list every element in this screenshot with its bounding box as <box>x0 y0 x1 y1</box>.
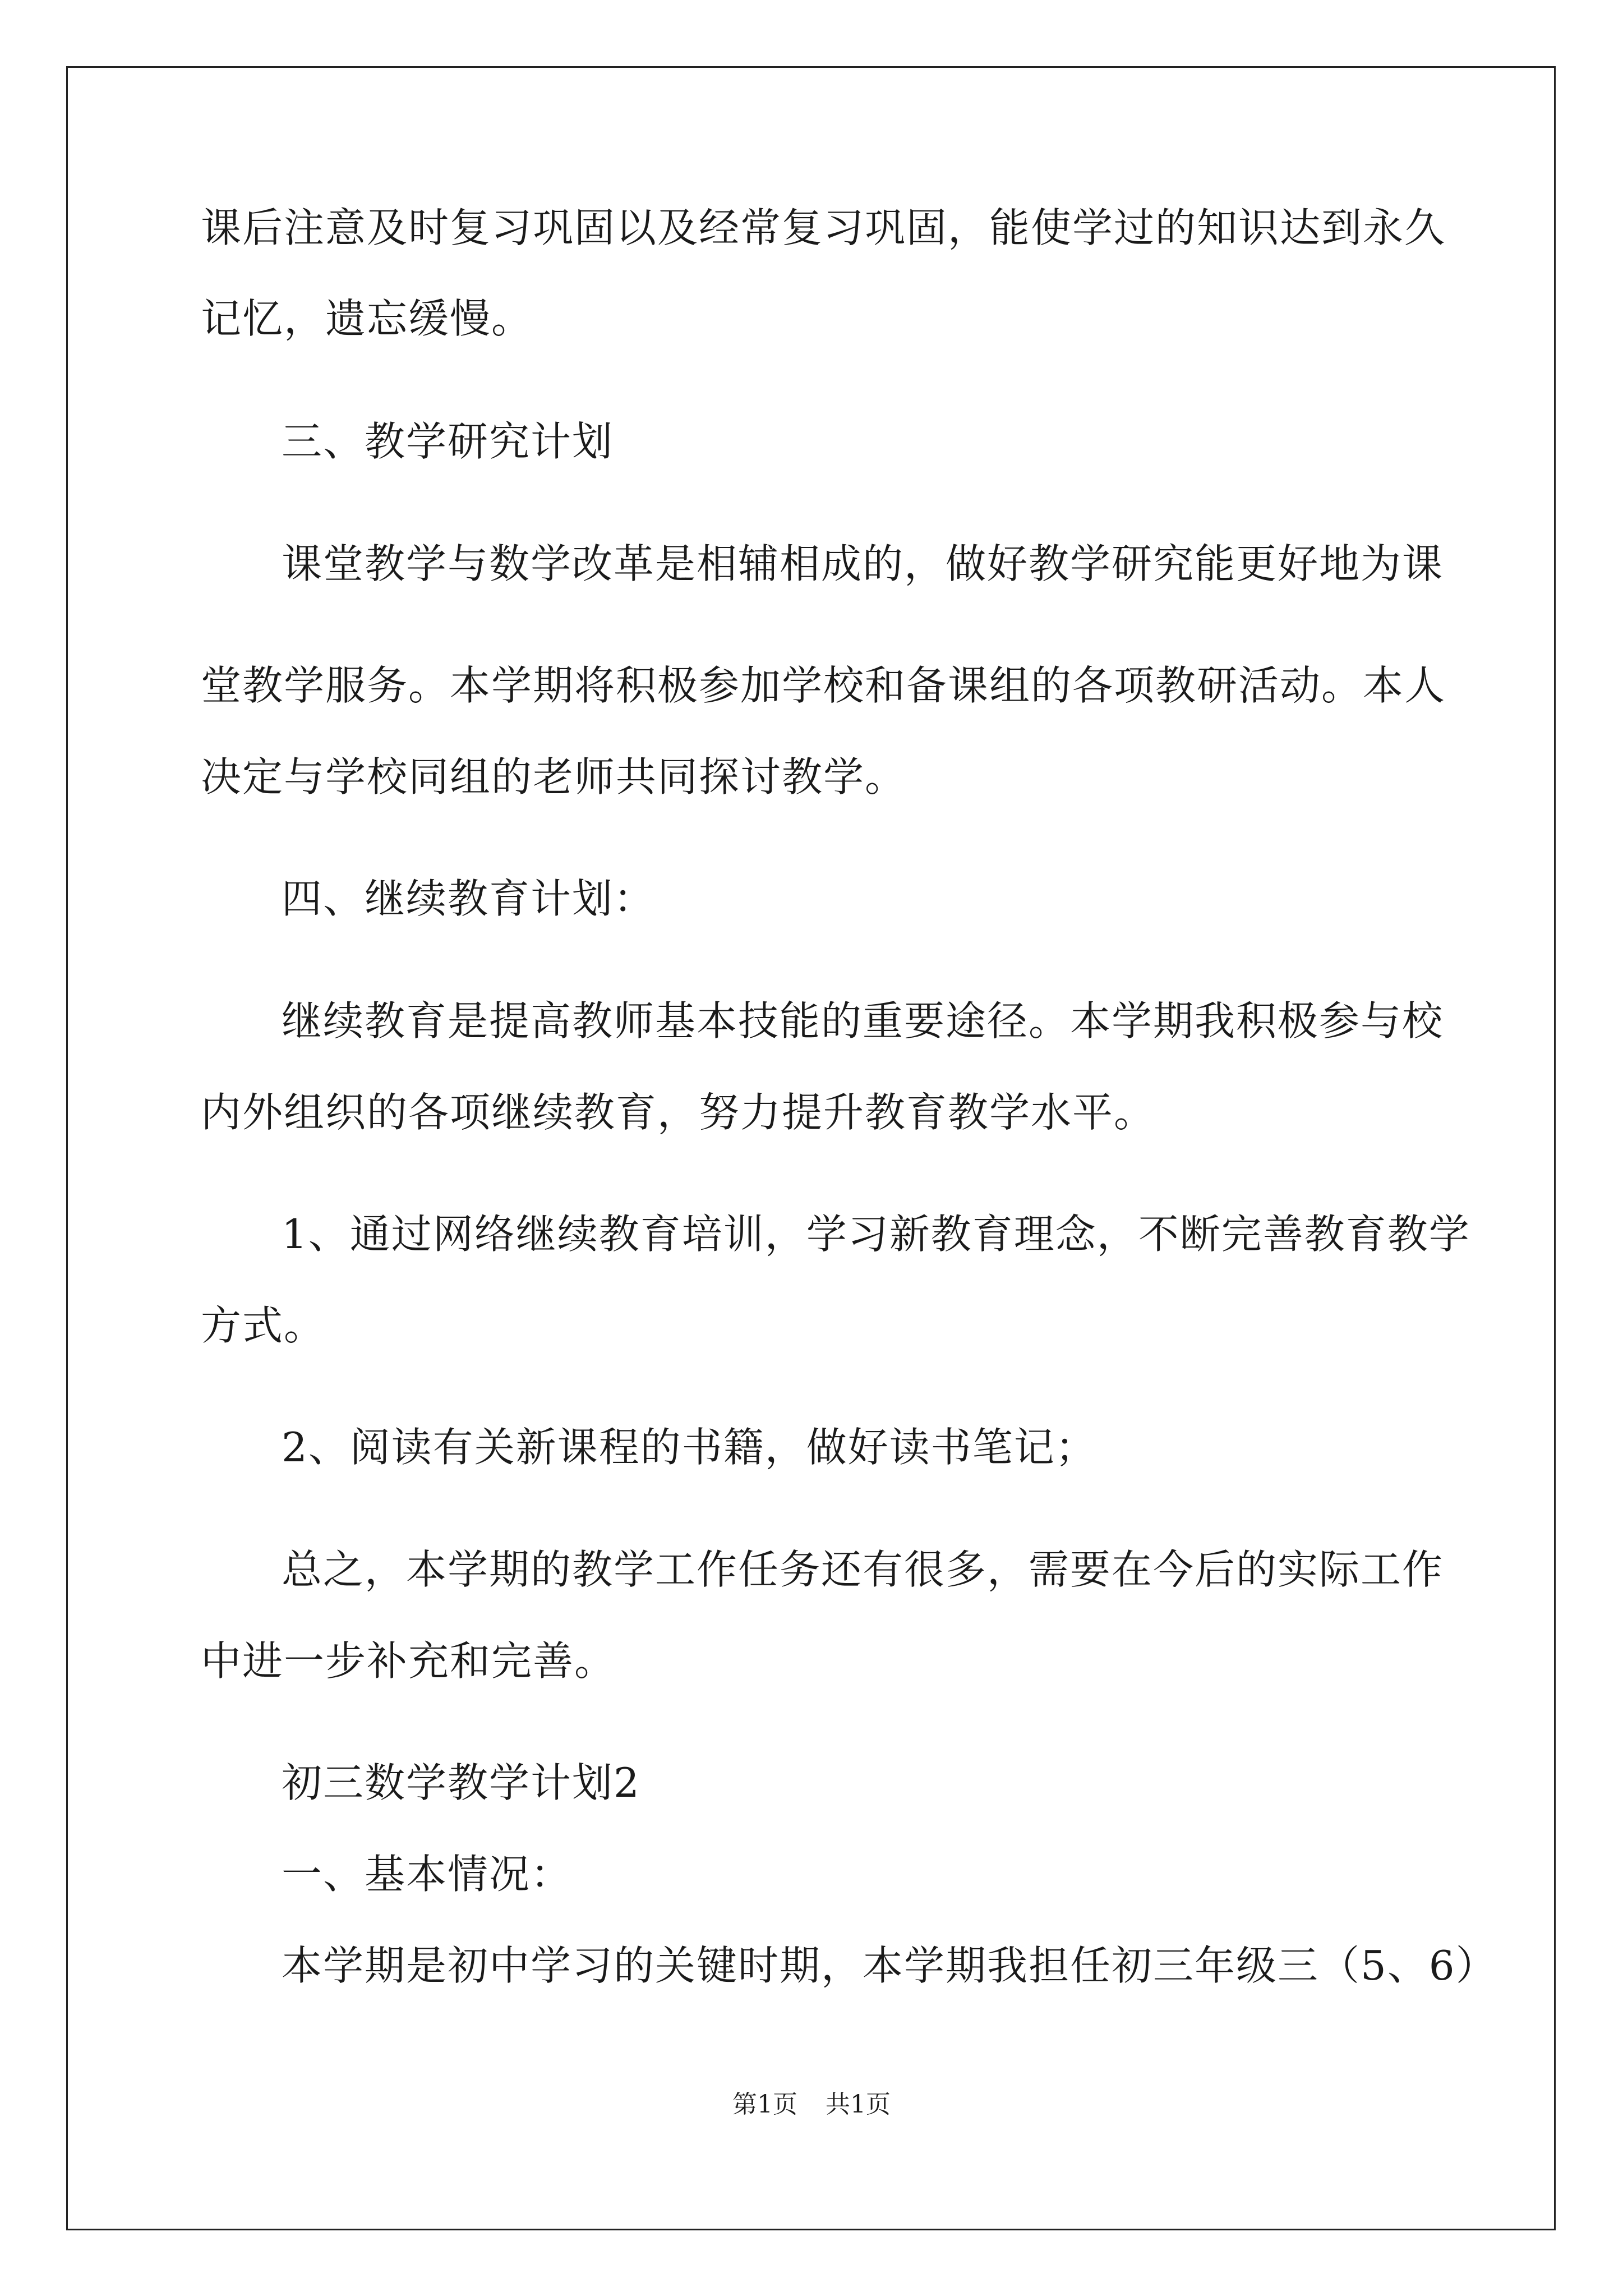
body-text-line: 内外组织的各项继续教育，努力提升教育教学水平。 <box>201 1089 1156 1136</box>
body-text-line: 课堂教学与数学改革是相辅相成的，做好教学研究能更好地为课 <box>282 540 1444 587</box>
body-text-line: 堂教学服务。本学期将积极参加学校和备课组的各项教研活动。本人 <box>201 662 1446 709</box>
body-text-line: 记忆，遗忘缓慢。 <box>201 295 533 342</box>
page-total: 共1页 <box>826 2090 891 2119</box>
body-text-line: 总之，本学期的教学工作任务还有很多，需要在今后的实际工作 <box>282 1546 1444 1593</box>
body-text-line: 继续教育是提高教师基本技能的重要途径。本学期我积极参与校 <box>282 997 1444 1045</box>
body-text-line: 2、阅读有关新课程的书籍，做好读书笔记； <box>282 1424 1097 1471</box>
section-heading: 初三数学教学计划2 <box>282 1759 640 1806</box>
body-text-line: 决定与学校同组的老师共同探讨教学。 <box>201 753 907 800</box>
section-heading: 一、基本情况： <box>282 1851 573 1898</box>
page-footer <box>0 2088 1623 2122</box>
body-text-line: 1、通过网络继续教育培训，学习新教育理念，不断完善教育教学 <box>282 1211 1470 1258</box>
section-heading: 四、继续教育计划： <box>282 875 656 922</box>
page-border <box>66 66 1556 2230</box>
body-text-line: 课后注意及时复习巩固以及经常复习巩固，能使学过的知识达到永久 <box>201 204 1446 251</box>
body-text-line: 本学期是初中学习的关键时期，本学期我担任初三年级三（5、6） <box>282 1942 1497 1989</box>
body-text-line: 中进一步补充和完善。 <box>201 1637 616 1685</box>
section-heading: 三、教学研究计划 <box>282 418 614 465</box>
page-number: 第1页 <box>732 2090 797 2119</box>
body-text-line: 方式。 <box>201 1302 326 1349</box>
